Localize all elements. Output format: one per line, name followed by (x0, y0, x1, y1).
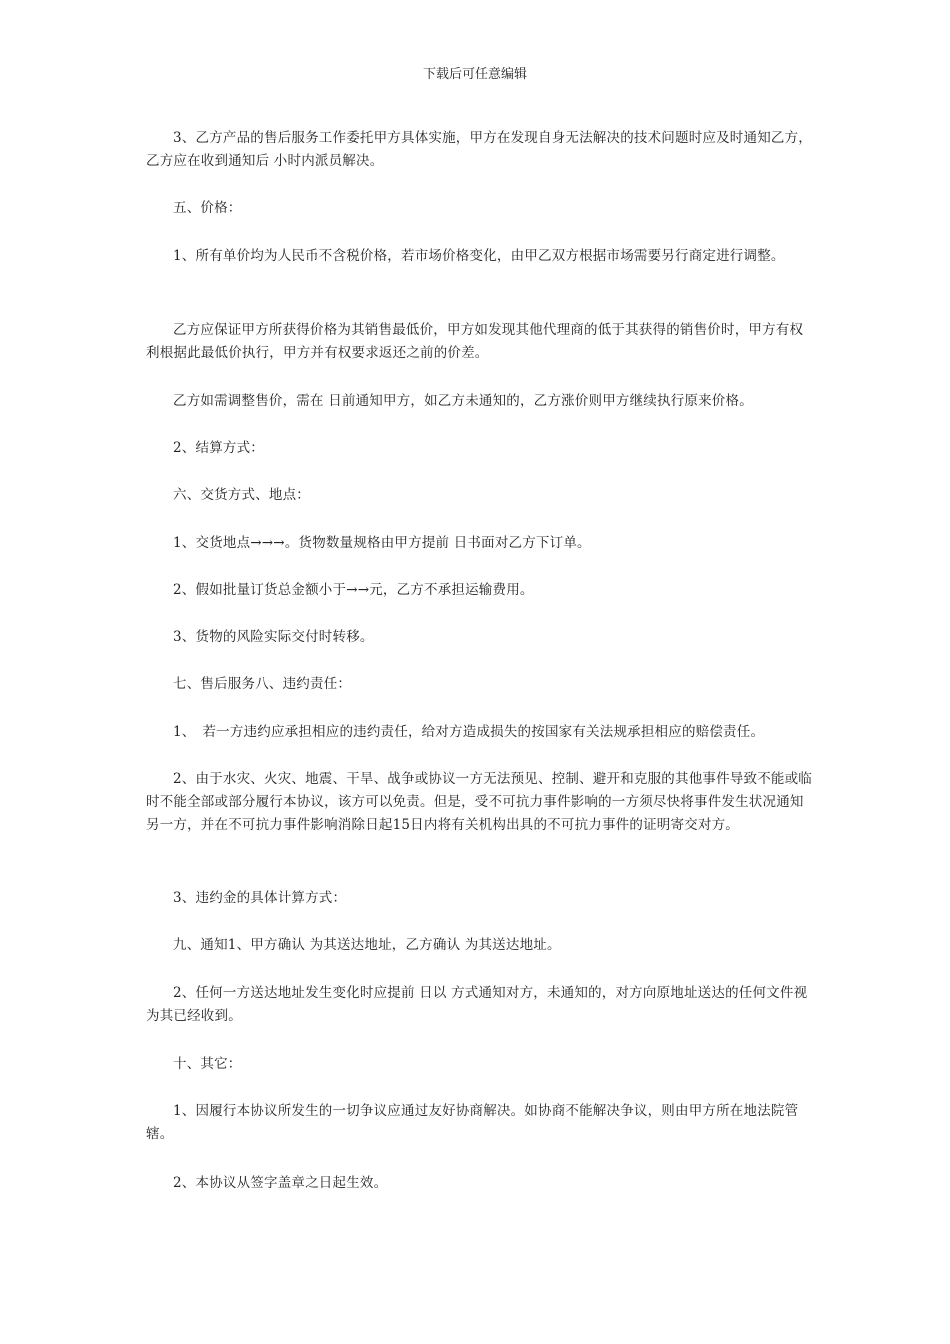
clause-risk-transfer: 3、货物的风险实际交付时转移。 (173, 629, 374, 645)
clause-penalty-calc: 3、违约金的具体计算方式： (173, 890, 347, 906)
clause-effective: 2、本协议从签字盖章之日起生效。 (173, 1175, 388, 1191)
section-other-heading: 十、其它： (173, 1056, 242, 1072)
clause-breach-liability: 1、 若一方违约应承担相应的违约责任，给对方造成损失的按国家有关法规承担相应的赔偿责任。 (173, 724, 765, 740)
clause-address-change: 2、任何一方送达地址发生变化时应提前 日以 方式通知对方，未通知的，对方向原地址送达的任何文件视为其已经收到。 (146, 985, 808, 1024)
clause-force-majeure: 2、由于水灾、火灾、地震、干旱、战争或协议一方无法预见、控制、避开和克服的其他事件导致不能或临时不能全部或部分履行本协议，该方可以免责。但是，受不可抗力事件影响的一方须尽快将事件发生状况通知另一方，并在不可抗力事件影响消除日起15日内将有关机构出具的不可抗力事件的证明寄交对方。 (146, 771, 812, 833)
clause-dispute: 1、因履行本协议所发生的一切争议应通过友好协商解决。如协商不能解决争议，则由甲方所在地法院管辖。 (146, 1103, 799, 1142)
clause-freight: 2、假如批量订货总金额小于→→元，乙方不承担运输费用。 (173, 582, 534, 598)
clause-lowest-price: 乙方应保证甲方所获得价格为其销售最低价，甲方如发现其他代理商的低于其获得的销售价时，甲方有权利根据此最低价执行，甲方并有权要求返还之前的价差。 (146, 322, 804, 361)
section-notice-heading: 九、通知1、甲方确认 为其送达地址，乙方确认 为其送达地址。 (173, 937, 561, 953)
clause-price-tax: 1、所有单价均为人民币不含税价格，若市场价格变化，由甲乙双方根据市场需要另行商定进行调整。 (173, 248, 785, 264)
section-price-heading: 五、价格： (173, 200, 242, 216)
clause-delivery-place: 1、交货地点→→→。货物数量规格由甲方提前 日书面对乙方下订单。 (173, 535, 591, 551)
clause-settlement: 2、结算方式： (173, 440, 264, 456)
page-header: 下载后可任意编辑 (422, 67, 527, 82)
section-delivery-heading: 六、交货方式、地点： (173, 487, 310, 503)
section-breach-heading: 七、售后服务八、违约责任： (173, 676, 352, 692)
clause-after-sales-service: 3、乙方产品的售后服务工作委托甲方具体实施，甲方在发现自身无法解决的技术问题时应及时通知乙方，乙方应在收到通知后 小时内派员解决。 (146, 130, 812, 169)
clause-price-adjust: 乙方如需调整售价，需在 日前通知甲方，如乙方未通知的，乙方涨价则甲方继续执行原来价格。 (173, 393, 753, 409)
